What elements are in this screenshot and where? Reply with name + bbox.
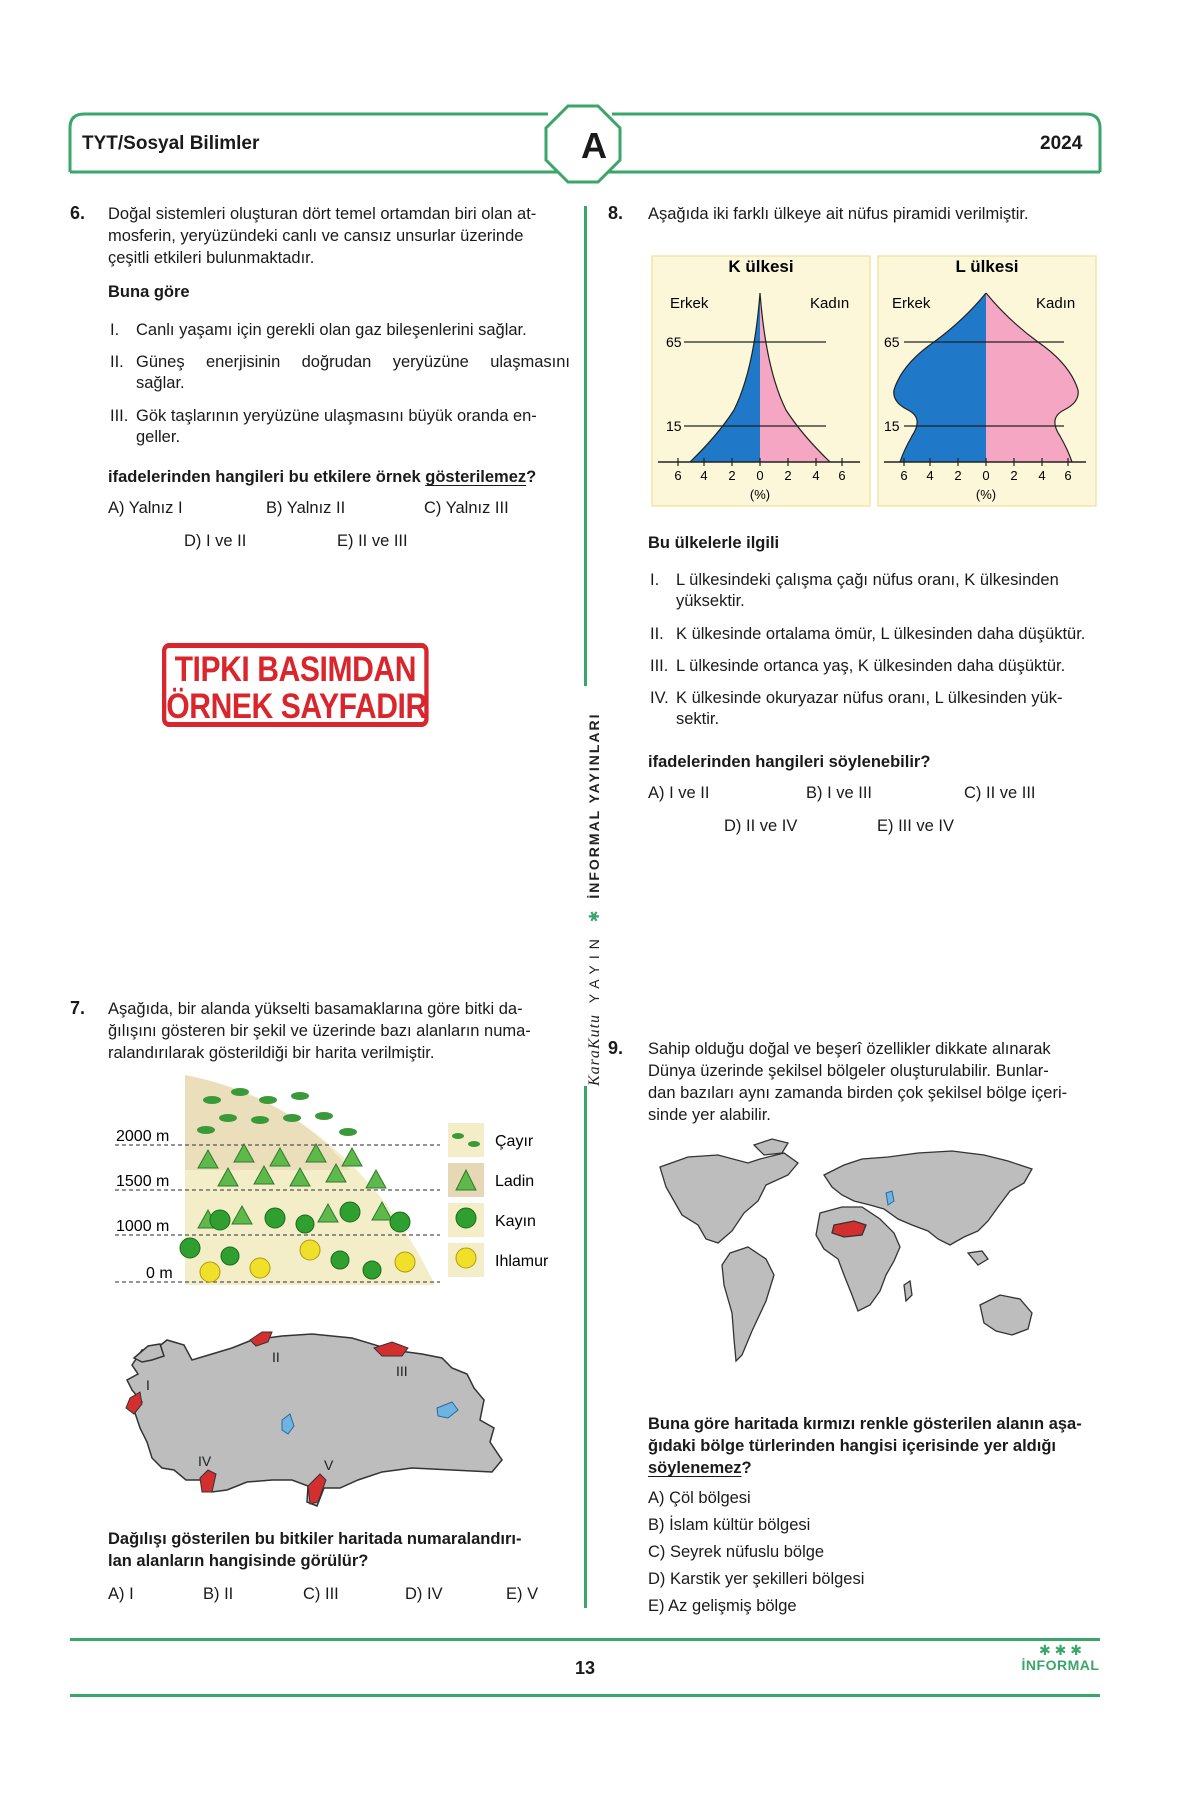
- q6-item-3: III. Gök taşlarının yeryüzüne ulaşmasını büyük oranda en- geller.: [110, 407, 537, 446]
- svg-text:6: 6: [1064, 468, 1072, 483]
- q6-question: ifadelerinden hangileri bu etkilere örnek gösterilemez?: [108, 468, 537, 486]
- sample-page-stamp: TIPKI BASIMDAN ÖRNEK SAYFADIR: [162, 643, 429, 727]
- world-map: [648, 1135, 1098, 1395]
- footer-rule-bottom: [70, 1694, 1100, 1697]
- north-america: [660, 1153, 798, 1243]
- q7-option-b[interactable]: B) II: [203, 1585, 234, 1603]
- page-number: 13: [574, 1658, 596, 1678]
- south-america: [722, 1247, 774, 1361]
- footer-rule-top: [70, 1638, 1100, 1641]
- q6-item-2: II. Güneş enerjisinin doğrudan yeryüzüne ulaşmasını sağlar.: [110, 353, 570, 392]
- booklet-letter: A: [581, 125, 607, 166]
- q6-option-e[interactable]: E) II ve III: [337, 532, 408, 550]
- q6-option-c[interactable]: C) Yalnız III: [424, 499, 509, 517]
- svg-text:II: II: [272, 1349, 280, 1365]
- q9-option-a[interactable]: A) Çöl bölgesi: [648, 1489, 751, 1507]
- q7-stem: Aşağıda, bir alanda yükselti basamaklarına göre bitki da- ğılışını gösteren bir şekil ve üzerinde bazı alanların numa- ralandırılarak gösterildiği bir harita verilmiştir.: [108, 1000, 531, 1062]
- svg-text:(%): (%): [975, 487, 997, 502]
- exam-year: 2024: [1040, 133, 1083, 154]
- svg-text:65: 65: [666, 334, 682, 350]
- q7-option-e[interactable]: E) V: [506, 1585, 539, 1603]
- vegetation-legend: [448, 1123, 549, 1277]
- svg-text:IV: IV: [198, 1453, 212, 1469]
- svg-text:2: 2: [784, 468, 792, 483]
- svg-text:V: V: [324, 1457, 334, 1473]
- q7-option-a[interactable]: A) I: [108, 1585, 134, 1603]
- elev-0: 0 m: [146, 1265, 173, 1282]
- elev-1000: 1000 m: [116, 1218, 170, 1235]
- q8-item-1: I. L ülkesindeki çalışma çağı nüfus oranı, K ülkesinden yüksektir.: [650, 571, 1059, 610]
- page-subject-title: TYT/Sosyal Bilimler: [82, 133, 260, 154]
- q9-option-c[interactable]: C) Seyrek nüfuslu bölge: [648, 1543, 825, 1561]
- pyramid-l: [878, 256, 1096, 506]
- svg-text:2: 2: [728, 468, 736, 483]
- legend-beech: Kayın: [495, 1213, 536, 1230]
- greenland: [754, 1139, 788, 1155]
- q6-option-d[interactable]: D) I ve II: [184, 532, 247, 550]
- q7-number: 7.: [70, 998, 86, 1018]
- svg-text:4: 4: [1038, 468, 1046, 483]
- svg-text:Erkek: Erkek: [670, 295, 709, 312]
- q8-number: 8.: [608, 203, 624, 223]
- svg-text:15: 15: [884, 418, 900, 434]
- pyramid-k-title: K ülkesi: [728, 257, 794, 276]
- q8-lead: Bu ülkelerle ilgili: [648, 534, 780, 552]
- svg-text:4: 4: [926, 468, 934, 483]
- svg-text:III: III: [396, 1363, 408, 1379]
- q9-question: Buna göre haritada kırmızı renkle gösterilen alanın aşa- ğıdaki bölge türlerinden hangisi içerisinde yer aldığı söylenemez?: [648, 1415, 1082, 1477]
- svg-text:6: 6: [838, 468, 846, 483]
- q6-option-a[interactable]: A) Yalnız I: [108, 499, 183, 517]
- vegetation-zonation-diagram: [110, 1070, 570, 1290]
- elev-1500: 1500 m: [116, 1173, 170, 1190]
- svg-text:65: 65: [884, 334, 900, 350]
- q7-question: Dağılışı gösterilen bu bitkiler haritada numaralandırı- lan alanların hangisinde görülür?: [108, 1530, 522, 1570]
- southeast-asia-islands: [968, 1251, 988, 1265]
- svg-text:6: 6: [674, 468, 682, 483]
- svg-text:Kadın: Kadın: [1036, 295, 1076, 312]
- svg-text:0: 0: [982, 468, 990, 483]
- q7-option-c[interactable]: C) III: [303, 1585, 339, 1603]
- q6-option-b[interactable]: B) Yalnız II: [266, 499, 346, 517]
- q9-option-e[interactable]: E) Az gelişmiş bölge: [648, 1597, 797, 1615]
- q9-number: 9.: [608, 1038, 624, 1058]
- vertical-publisher-text: KaraKutu YAYIN ✱ İNFORMAL YAYINLARI: [586, 712, 603, 1086]
- svg-text:2: 2: [954, 468, 962, 483]
- madagascar: [904, 1281, 912, 1301]
- informal-logo: ✱ ✱ ✱ İNFORMAL: [1018, 1643, 1103, 1673]
- svg-text:6: 6: [900, 468, 908, 483]
- q9-option-d[interactable]: D) Karstik yer şekilleri bölgesi: [648, 1570, 865, 1588]
- q6-lead: Buna göre: [108, 283, 190, 301]
- svg-text:(%): (%): [749, 487, 771, 502]
- pyramid-l-title: L ülkesi: [955, 257, 1019, 276]
- q8-option-e[interactable]: E) III ve IV: [877, 817, 955, 835]
- svg-text:4: 4: [812, 468, 820, 483]
- q9-stem: Sahip olduğu doğal ve beşerî özellikler dikkate alınarak Dünya üzerinde şekilsel bölgeler oluşturulabilir. Bunlar- dan bazıları aynı zamanda birden çok şekilsel bölge içeri- sinde yer alabilir.: [648, 1040, 1068, 1124]
- svg-text:4: 4: [700, 468, 708, 483]
- q7-option-d[interactable]: D) IV: [405, 1585, 443, 1603]
- svg-text:Kadın: Kadın: [810, 295, 850, 312]
- svg-text:Erkek: Erkek: [892, 295, 931, 312]
- population-pyramids: [648, 250, 1108, 515]
- q8-option-d[interactable]: D) II ve IV: [724, 817, 798, 835]
- svg-text:I: I: [146, 1377, 150, 1393]
- q8-option-b[interactable]: B) I ve III: [806, 784, 873, 802]
- legend-linden: Ihlamur: [495, 1253, 549, 1270]
- elev-2000: 2000 m: [116, 1128, 170, 1145]
- q8-stem: Aşağıda iki farklı ülkeye ait nüfus piramidi verilmiştir.: [648, 205, 1029, 223]
- q8-option-a[interactable]: A) I ve II: [648, 784, 710, 802]
- legend-spruce: Ladin: [495, 1173, 535, 1190]
- australia: [980, 1295, 1032, 1335]
- pyramid-k: [652, 256, 870, 506]
- svg-text:0: 0: [756, 468, 764, 483]
- q6-stem: Doğal sistemleri oluşturan dört temel ortamdan biri olan at- mosferin, yeryüzündeki canlı ve cansız unsurlar üzerinde çeşitli etkileri bulunmaktadır.: [108, 205, 537, 267]
- q6-number: 6.: [70, 203, 86, 223]
- svg-text:2: 2: [1010, 468, 1018, 483]
- logo-people-icon: ✱ ✱ ✱: [1039, 1642, 1082, 1658]
- legend-meadow: Çayır: [495, 1133, 534, 1150]
- q9-option-b[interactable]: B) İslam kültür bölgesi: [648, 1516, 811, 1534]
- q8-question: ifadelerinden hangileri söylenebilir?: [648, 753, 931, 771]
- q8-option-c[interactable]: C) II ve III: [964, 784, 1036, 802]
- q8-item-4: IV. K ülkesinde okuryazar nüfus oranı, L ülkesinden yük- sektir.: [650, 689, 1063, 728]
- turkey-map: [112, 1310, 572, 1520]
- svg-text:15: 15: [666, 418, 682, 434]
